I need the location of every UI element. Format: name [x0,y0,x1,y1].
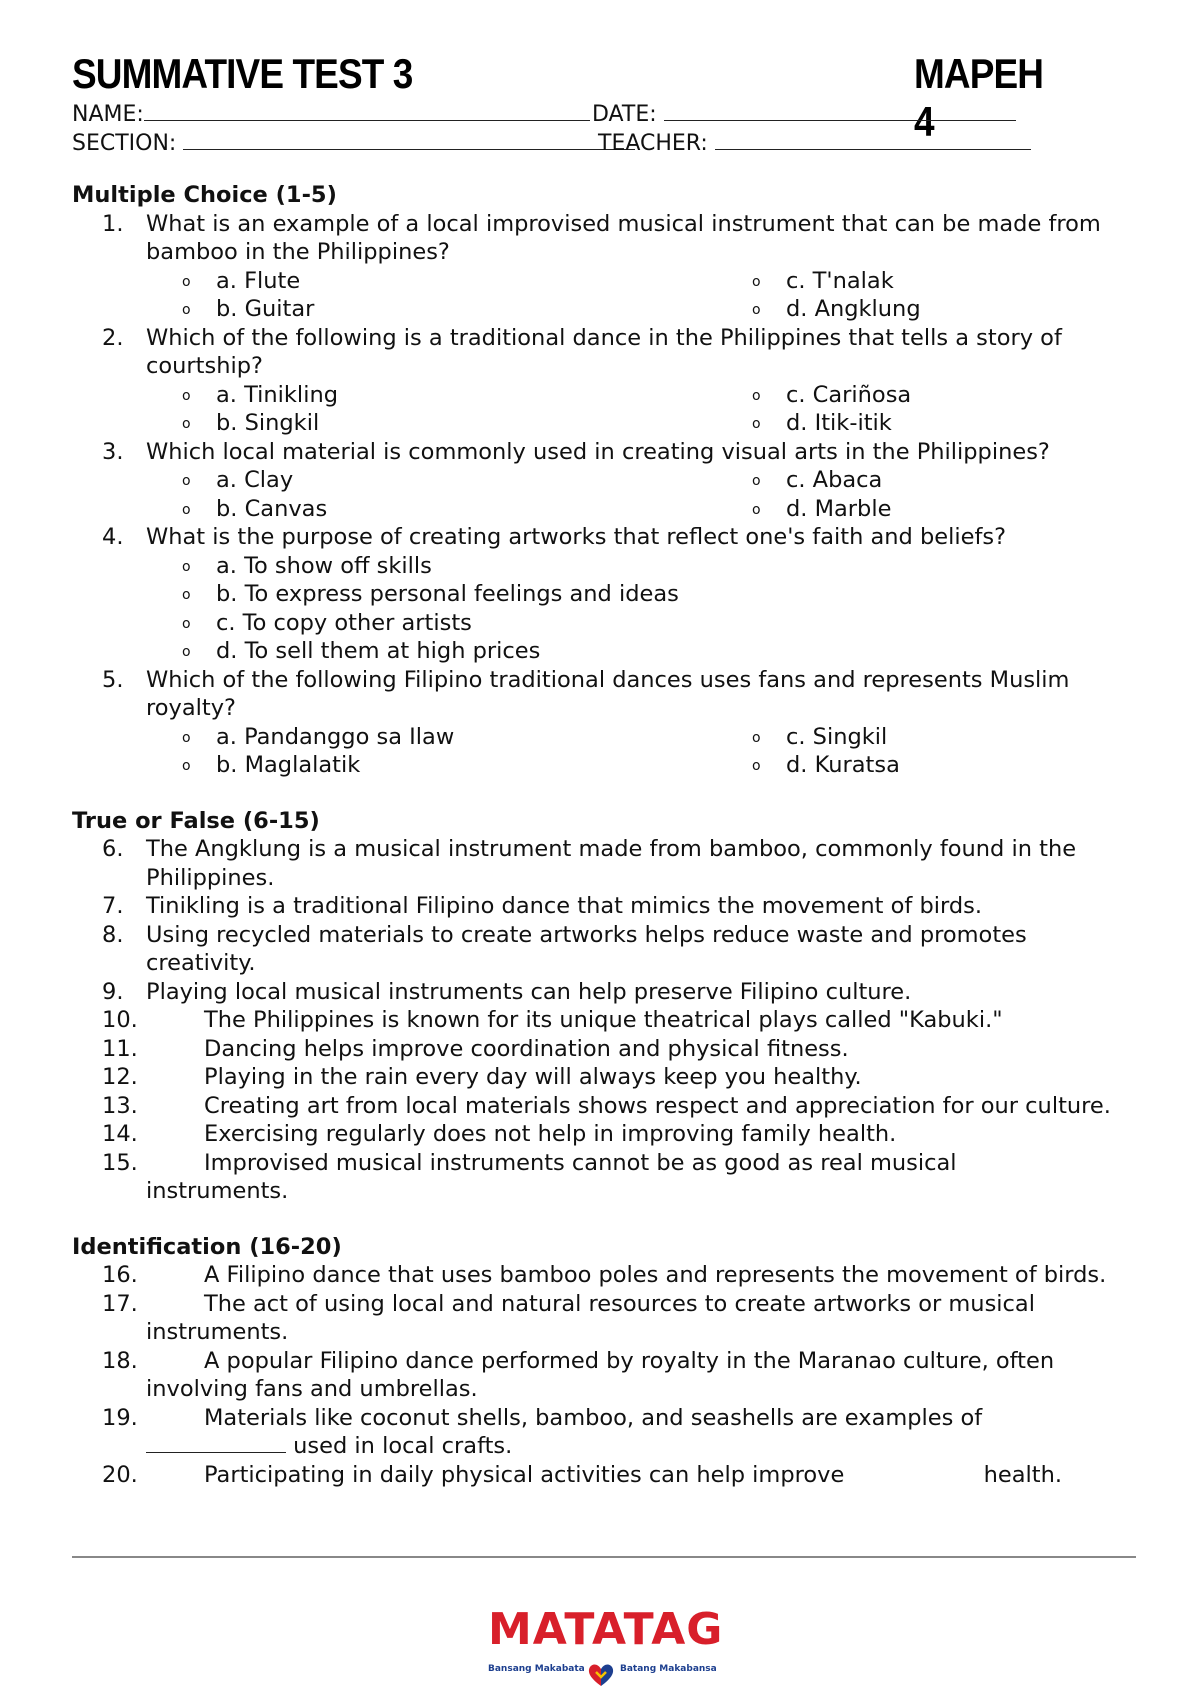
option-a[interactable]: o a. To show off skills [182,552,432,582]
option-a[interactable]: o a. Pandanggo sa Ilaw [182,723,454,753]
tf-item-14: 14. Exercising regularly does not help in improving family health. [102,1121,897,1147]
option-d[interactable]: o d. Itik-itik [752,409,892,439]
id-item-17: 17. The act of using local and natural resources to create artworks or musical instruments. [102,1290,1035,1345]
option-b[interactable]: o b. Singkil [182,409,319,439]
logo-right-tagline: Batang Makabansa [620,1664,717,1674]
option-d[interactable]: o d. Kuratsa [752,751,900,781]
option-a[interactable]: o a. Clay [182,466,293,496]
circle-bullet-icon: o [752,473,761,489]
mc-section-title: Multiple Choice (1-5) [72,182,337,208]
circle-bullet-icon: o [182,644,191,660]
tf-item-11: 11. Dancing helps improve coordination and physical fitness. [102,1035,849,1062]
circle-bullet-icon: o [182,615,191,632]
test-content [72,181,1132,1489]
options-3 [72,466,1132,523]
tf-item-13: 13. Creating art from local materials shows respect and appreciation for our culture. [102,1092,1111,1119]
circle-bullet-icon: o [182,587,191,603]
date-label: DATE: [592,102,657,127]
section-field[interactable] [183,127,635,150]
question-text: What is an example of a local improvised musical instrument that can be made from bamboo in the Philippines? [146,210,1101,265]
circle-bullet-icon: o [182,729,191,746]
id-item-20: 20. Participating in daily physical activities can help improve health. [102,1461,1063,1488]
tf-item-12: 12. Playing in the rain every day will always keep you healthy. [102,1064,862,1090]
date-field[interactable] [664,98,1016,121]
question-2 [72,324,1132,381]
logo-wordmark: MATATAG [488,1604,724,1655]
question-number: 4. [102,524,124,550]
section-label: SECTION: [72,131,177,156]
circle-bullet-icon: o [752,758,761,774]
question-text: Which of the following Filipino traditional dances uses fans and represents Muslim royalty? [146,666,1070,721]
options-5 [72,723,1132,780]
question-number: 2. [102,324,124,351]
option-c[interactable]: o c. To copy other artists [182,609,472,639]
subject-title: MAPEH 4 [914,50,1044,145]
question-4 [72,523,1132,552]
circle-bullet-icon: o [182,416,191,432]
tf-section-title: True or False (6-15) [72,807,320,834]
footer-divider [72,1556,1136,1558]
option-c[interactable]: o c. Cariñosa [752,381,911,411]
heart-hands-icon [586,1662,616,1688]
option-a[interactable]: o a. Tinikling [182,381,338,411]
question-text: Which of the following is a traditional dance in the Philippines that tells a story of courtship? [146,324,1062,379]
tf-item-9: 9. Playing local musical instruments can help preserve Filipino culture. [102,978,912,1005]
id-section-title: Identification (16-20) [72,1233,342,1260]
circle-bullet-icon: o [752,501,761,518]
option-c[interactable]: o c. T'nalak [752,267,894,297]
circle-bullet-icon: o [752,729,761,746]
circle-bullet-icon: o [182,501,191,518]
question-number: 5. [102,666,124,693]
option-d[interactable]: o d. Angklung [752,295,921,325]
circle-bullet-icon: o [182,302,191,318]
teacher-label: TEACHER: [598,131,708,156]
circle-bullet-icon: o [752,302,761,318]
id-item-16: 16. A Filipino dance that uses bamboo poles and represents the movement of birds. [102,1262,1107,1288]
option-a[interactable]: o a. Flute [182,267,300,297]
matatag-logo [480,1604,740,1692]
question-number: 1. [102,210,124,237]
circle-bullet-icon: o [182,273,191,290]
option-b[interactable]: o b. To express personal feelings and ideas [182,580,679,610]
circle-bullet-icon: o [182,558,191,575]
option-c[interactable]: o c. Abaca [752,466,882,496]
question-1 [72,210,1132,267]
circle-bullet-icon: o [182,387,191,404]
option-b[interactable]: o b. Guitar [182,295,314,325]
options-1 [72,267,1132,324]
question-5 [72,666,1132,723]
option-d[interactable]: o d. Marble [752,495,891,525]
id-item-19: 19. Materials like coconut shells, bamboo, and seashells are examples of used in local crafts. [102,1404,983,1459]
test-title: SUMMATIVE TEST 3 [72,50,413,97]
tf-item-10: 10. The Philippines is known for its unique theatrical plays called "Kabuki." [102,1007,1003,1033]
tf-item-8: 8. Using recycled materials to create artworks helps reduce waste and promotes creativity. [102,921,1027,976]
tf-item-7: 7. Tinikling is a traditional Filipino dance that mimics the movement of birds. [102,893,982,919]
tf-item-6: 6. The Angklung is a musical instrument made from bamboo, commonly found in the Philippines. [102,836,1077,891]
option-b[interactable]: o b. Canvas [182,495,327,525]
circle-bullet-icon: o [752,387,761,404]
logo-left-tagline: Bansang Makabata [488,1664,585,1674]
options-2 [72,381,1132,438]
tf-item-15: 15. Improvised musical instruments cannot be as good as real musical instruments. [102,1149,957,1204]
option-b[interactable]: o b. Maglalatik [182,751,360,781]
circle-bullet-icon: o [182,473,191,489]
name-label: NAME: [72,102,144,127]
name-field[interactable] [144,98,590,121]
question-text: Which local material is commonly used in creating visual arts in the Philippines? [146,438,1050,465]
circle-bullet-icon: o [752,273,761,290]
teacher-field[interactable] [715,127,1031,150]
circle-bullet-icon: o [182,758,191,774]
question-3 [72,438,1132,467]
options-4 [72,552,1132,666]
circle-bullet-icon: o [752,416,761,432]
answer-blank[interactable] [146,1432,286,1453]
option-c[interactable]: o c. Singkil [752,723,887,753]
question-text: What is the purpose of creating artworks that reflect one's faith and beliefs? [146,524,1007,550]
id-item-18: 18. A popular Filipino dance performed by royalty in the Maranao culture, often involving fans and umbrellas. [102,1347,1055,1402]
question-number: 3. [102,438,124,465]
option-d[interactable]: o d. To sell them at high prices [182,637,540,667]
